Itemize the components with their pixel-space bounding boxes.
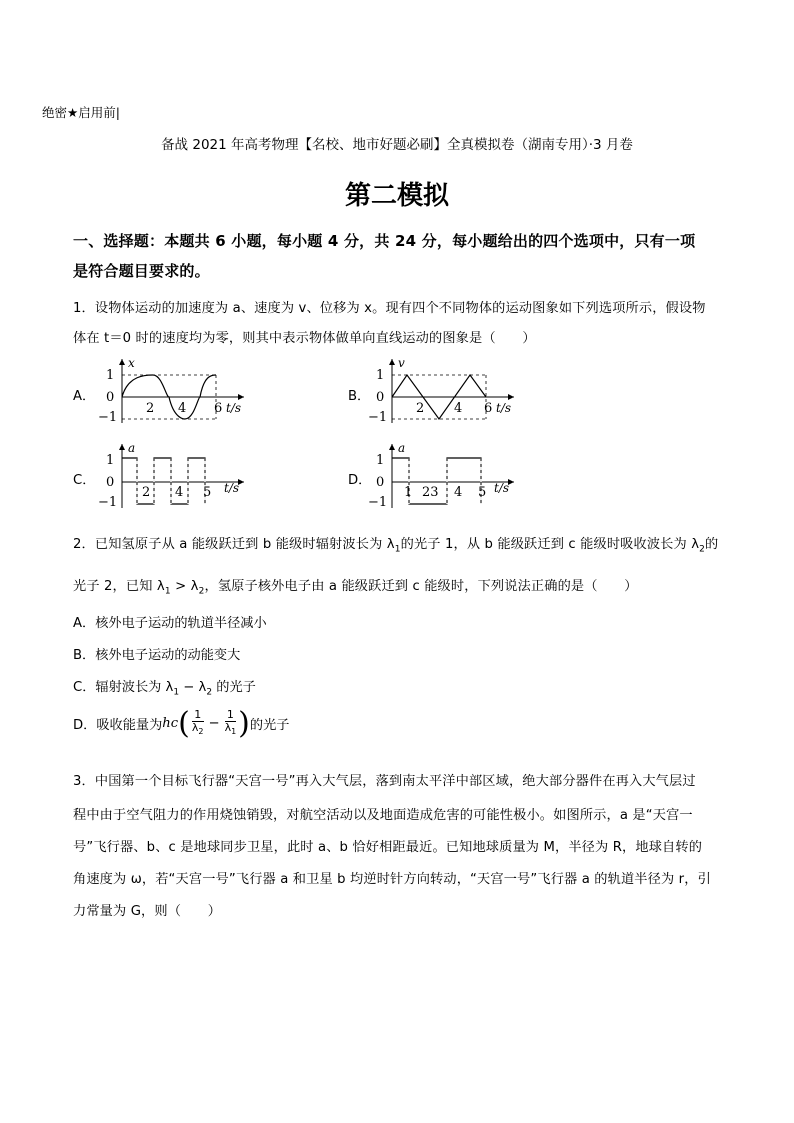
- q1-graph-a-var: x: [128, 356, 135, 370]
- q1-graph-b-xtick: 4: [454, 401, 463, 416]
- q1-graph-a-xtick: 2: [146, 401, 155, 416]
- q2-option-d-hc: hc: [162, 716, 179, 731]
- q2-fraction: [225, 709, 237, 738]
- section-heading-line2: 是符合题目要求的。: [73, 262, 210, 280]
- q1-graph-a-ytick: 1: [106, 368, 115, 383]
- q1-graph-a-ytick: −1: [98, 410, 118, 425]
- q1-graph-d-var: a: [398, 441, 406, 455]
- q2-line2-part: > λ: [170, 579, 199, 594]
- q1-graph-c-var: a: [128, 441, 136, 455]
- q1-graph-a-xtick: 6: [214, 401, 223, 416]
- q2-line1-part: 的光子 1，从 b 能级跃迁到 c 能级时吸收波长为 λ: [400, 537, 700, 552]
- q1-graph-b-var: v: [398, 356, 405, 370]
- q2-line2-part: ，氢原子核外电子由 a 能级跃迁到 c 能级时，下列说法正确的是（ ）: [204, 579, 638, 594]
- q1-graph-b-xtick: 6: [484, 401, 493, 416]
- q1-graph-c: [98, 440, 264, 510]
- q2-fraction-den: $\lambda_2$: [191, 720, 204, 737]
- q1-graph-b-xtick: 2: [416, 401, 425, 416]
- q1-line1: 1．设物体运动的加速度为 a、速度为 v、位移为 x。现有四个不同物体的运动图象如下列选项所示，假设物: [73, 301, 706, 316]
- q2-line1: [73, 533, 718, 555]
- q1-graph-a-xtick: 4: [178, 401, 187, 416]
- q2-subscript: 2: [699, 544, 706, 555]
- q2-fraction-num: 1: [226, 707, 234, 721]
- q2-line1-part: 2．已知氢原子从 a 能级跃迁到 b 能级时辐射波长为 λ: [73, 537, 395, 552]
- q2-subscript: 1: [164, 586, 171, 597]
- q2-right-paren: ): [238, 706, 250, 741]
- q3-line3: 号”飞行器、b、c 是地球同步卫星，此时 a、b 恰好相距最近。已知地球质量为 M，半径为 R，地球自转的: [73, 840, 703, 855]
- q2-option-d-part: D．吸收能量为: [73, 718, 163, 733]
- q1-graph-a-axis-unit: t/s: [226, 401, 242, 415]
- q1-graph-d-xtick: 1: [404, 485, 413, 500]
- q1-graph-d: [368, 440, 534, 510]
- q3-line1: 3．中国第一个目标飞行器“天宫一号”再入大气层，落到南太平洋中部区域，绝大部分器件在再入大气层过: [73, 774, 696, 789]
- q2-fraction-num: 1: [194, 707, 202, 721]
- q2-subscript: 2: [206, 687, 213, 698]
- q1-graph-c-axis-unit: t/s: [224, 481, 240, 495]
- q1-option-b-label: B．: [348, 389, 371, 404]
- q1-graph-c-ytick: −1: [98, 495, 118, 510]
- q1-graph-d-xtick: 4: [454, 485, 463, 500]
- q2-option-a: A．核外电子运动的轨道半径减小: [73, 616, 267, 631]
- q1-graph-b-ytick: 1: [376, 368, 385, 383]
- section-heading-line1: 一、选择题：本题共 6 小题，每小题 4 分，共 24 分，每小题给出的四个选项中，只有一项: [73, 232, 696, 250]
- q2-line2: [73, 575, 638, 597]
- q1-graph-b: [368, 355, 534, 425]
- q1-graph-c-ytick: 1: [106, 453, 115, 468]
- q2-line2-part: 光子 2，已知 λ: [73, 579, 165, 594]
- q2-line1-part: 的: [705, 537, 719, 552]
- q1-graph-d-xtick: 23: [422, 485, 439, 500]
- q1-graph-b-axis-unit: t/s: [496, 401, 512, 415]
- q1-graph-b-ytick: −1: [368, 410, 388, 425]
- q2-subscript: 2: [198, 586, 205, 597]
- exam-title: 备战 2021 年高考物理【名校、地市好题必刷】全真模拟卷（湖南专用）·3 月卷: [161, 137, 633, 153]
- q1-graph-d-ytick: 0: [376, 475, 385, 490]
- q1-graph-d-ytick: −1: [368, 495, 388, 510]
- q2-subscript: 1: [173, 687, 180, 698]
- q2-subscript: 1: [231, 727, 237, 737]
- q1-graph-c-xtick: 5: [203, 485, 212, 500]
- q2-option-d-part: 的光子: [249, 718, 290, 733]
- q2-option-d: D．吸收能量为 hc ( $\frac{1}{\lambda_2}$ − $\frac{1}{\lambda_1}$ ) 的光子: [73, 706, 290, 741]
- q1-graph-c-xtick: 4: [175, 485, 184, 500]
- q1-graph-c-xtick: 2: [142, 485, 151, 500]
- q1-graph-a-ytick: 0: [106, 390, 115, 405]
- q1-graph-d-axis-unit: t/s: [494, 481, 510, 495]
- q3-line5: 力常量为 G，则（ ）: [73, 904, 222, 919]
- q2-option-b: B．核外电子运动的动能变大: [73, 648, 241, 663]
- secret-label: 绝密★启用前|: [42, 105, 120, 120]
- q2-option-c-part: C．辐射波长为 λ: [73, 680, 174, 695]
- q2-subscript: 2: [198, 727, 204, 737]
- q1-graph-d-ytick: 1: [376, 453, 385, 468]
- q2-fraction: [192, 709, 204, 738]
- q3-line2: 程中由于空气阻力的作用烧蚀销毁，对航空活动以及地面造成危害的可能性极小。如图所示，a 是“天宫一: [73, 808, 693, 823]
- q1-graph-a: [98, 355, 264, 425]
- q2-option-c-part: − λ: [179, 680, 207, 695]
- q1-graph-d-xtick: 5: [478, 485, 487, 500]
- q1-option-a-label: A．: [73, 389, 96, 404]
- page-title: 第二模拟: [344, 181, 449, 211]
- q1-option-c-label: C．: [73, 473, 96, 488]
- q2-option-c: [73, 676, 256, 698]
- q2-fraction-den: $\lambda_1$: [224, 720, 237, 737]
- q1-line2: 体在 t＝0 时的速度均为零，则其中表示物体做单向直线运动的图象是（ ）: [73, 331, 536, 346]
- q1-option-d-label: D．: [348, 473, 372, 488]
- q2-option-c-part: 的光子: [212, 680, 256, 695]
- q3-line4: 角速度为 ω，若“天宫一号”飞行器 a 和卫星 b 均逆时针方向转动，“天宫一号”飞行器 a 的轨道半径为 r，引: [73, 872, 711, 887]
- q2-subscript: 1: [394, 544, 401, 555]
- q1-graph-b-ytick: 0: [376, 390, 385, 405]
- q2-left-paren: (: [178, 706, 190, 741]
- q1-graph-c-ytick: 0: [106, 475, 115, 490]
